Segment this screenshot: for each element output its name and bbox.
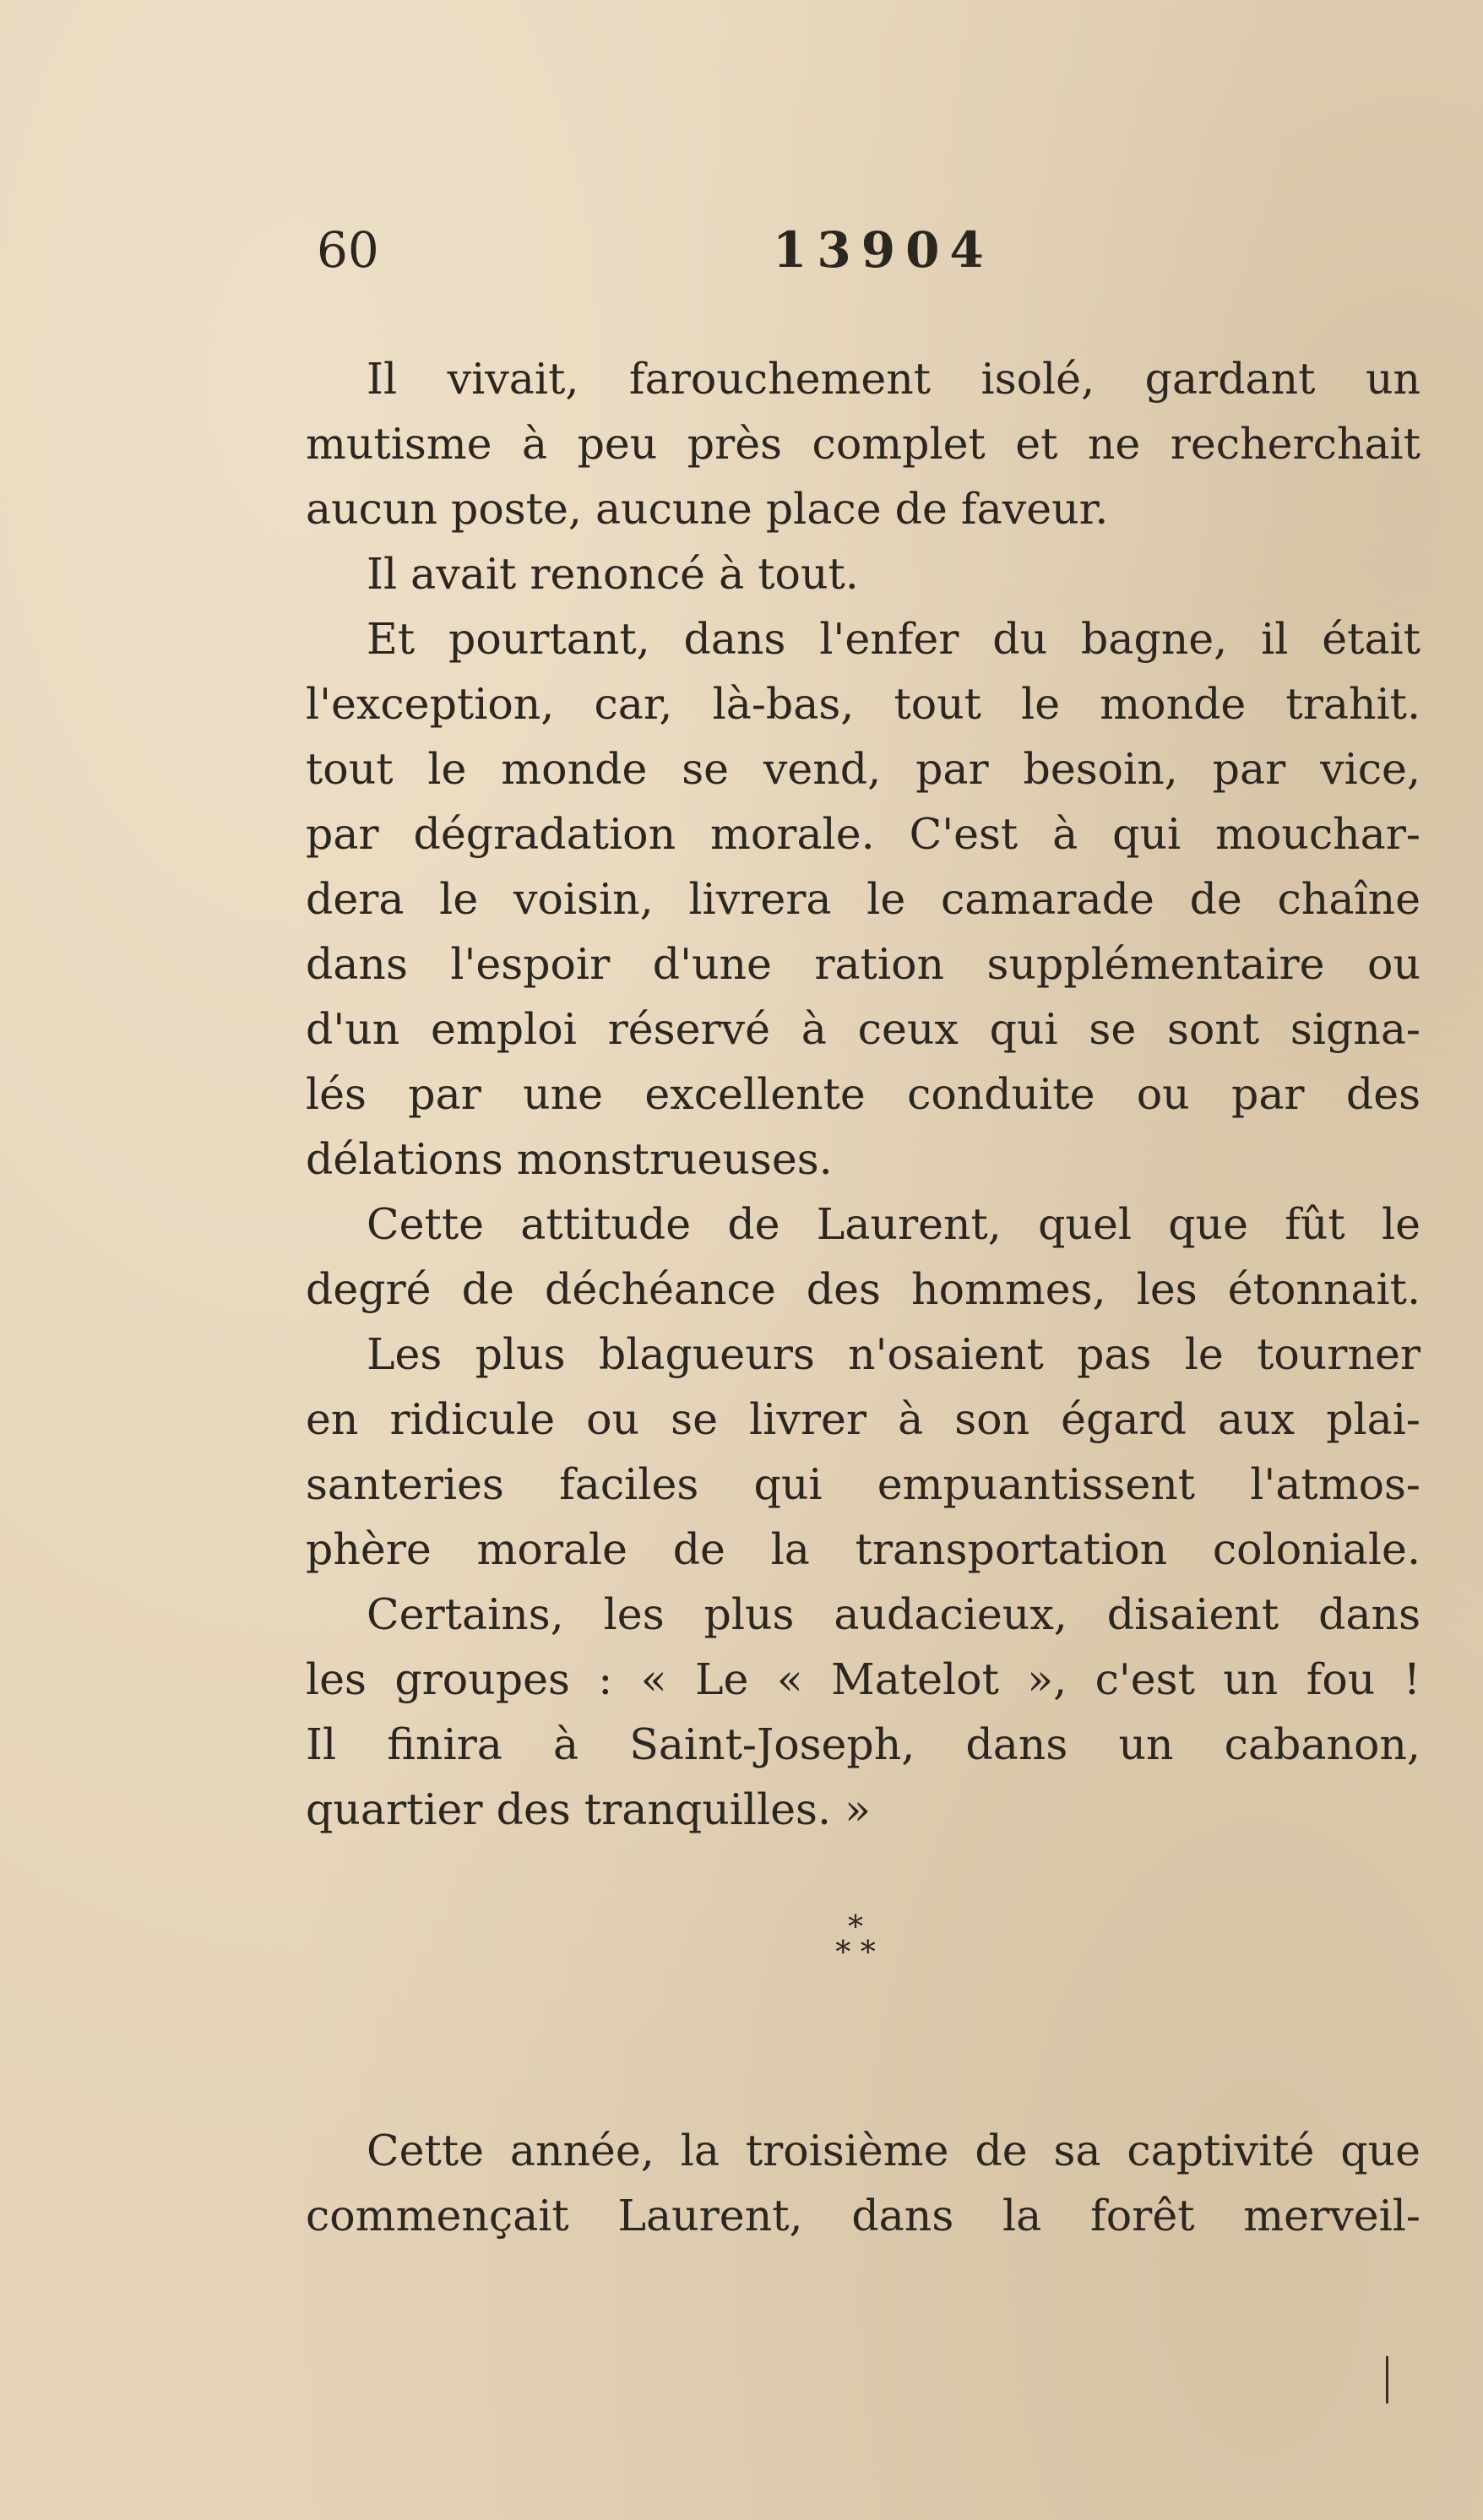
- text-line: degré de déchéance des hommes, les étonnait.: [306, 1264, 1421, 1314]
- text-line: Il finira à Saint-Joseph, dans un cabanon,: [306, 1719, 1421, 1769]
- text-line: Il vivait, farouchement isolé, gardant un: [367, 354, 1421, 404]
- text-line: d'un emploi réservé à ceux qui se sont signa-: [306, 1004, 1421, 1054]
- text-line: tout le monde se vend, par besoin, par vice,: [306, 744, 1421, 794]
- text-line: quartier des tranquilles. »: [306, 1784, 871, 1834]
- text-line: en ridicule ou se livrer à son égard aux plai-: [306, 1394, 1421, 1444]
- text-line: commençait Laurent, dans la forêt merveil-: [306, 2191, 1421, 2240]
- main-text: [306, 346, 1421, 1842]
- text-line: Cette année, la troisième de sa captivité que: [367, 2126, 1421, 2175]
- text-line: l'exception, car, là-bas, tout le monde trahit.: [306, 679, 1421, 729]
- text-line: santeries faciles qui empuantissent l'atmos-: [306, 1459, 1421, 1509]
- text-line: lés par une excellente conduite ou par des: [306, 1069, 1421, 1119]
- text-line: Les plus blagueurs n'osaient pas le tourner: [367, 1329, 1421, 1379]
- running-title: 13904: [773, 221, 994, 279]
- separator-bottom: * *: [835, 1936, 876, 1970]
- section-separator: [826, 1910, 885, 1970]
- text-line: les groupes : « Le « Matelot », c'est un fou !: [306, 1654, 1421, 1704]
- text-line: Et pourtant, dans l'enfer du bagne, il était: [367, 614, 1421, 664]
- text-line: Il avait renoncé à tout.: [367, 549, 859, 599]
- text-line: délations monstrueuses.: [306, 1134, 833, 1184]
- text-line: aucun poste, aucune place de faveur.: [306, 484, 1109, 534]
- page-number: 60: [317, 221, 379, 279]
- text-line: dans l'espoir d'une ration supplémentaire ou: [306, 939, 1421, 989]
- text-line: mutisme à peu près complet et ne recherchait: [306, 419, 1421, 469]
- page-header: [317, 221, 1161, 280]
- continuation-text: [306, 2118, 1421, 2248]
- text-line: phère morale de la transportation coloniale.: [306, 1524, 1421, 1574]
- text-line: Certains, les plus audacieux, disaient dans: [367, 1589, 1421, 1639]
- text-line: Cette attitude de Laurent, quel que fût le: [367, 1199, 1421, 1249]
- text-line: par dégradation morale. C'est à qui mouchar-: [306, 809, 1421, 859]
- text-line: dera le voisin, livrera le camarade de chaîne: [306, 874, 1421, 924]
- separator-top: *: [848, 1910, 863, 1945]
- page-edge-mark: [1386, 2356, 1388, 2403]
